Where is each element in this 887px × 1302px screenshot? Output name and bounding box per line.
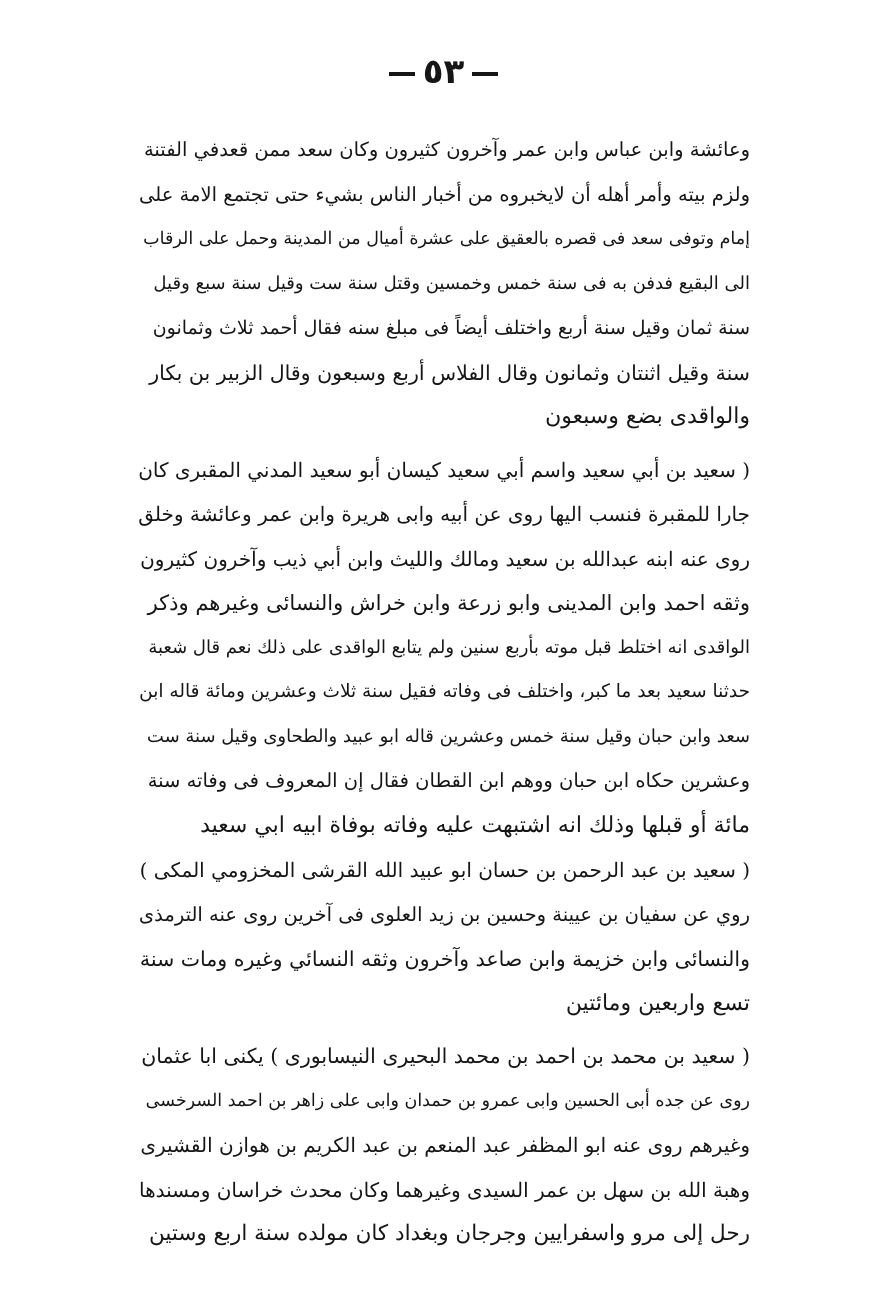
text-line: الواقدى انه اختلط قبل موته بأربع سنين ولم يتابع الواقدى على ذلك نعم قال شعبة — [148, 636, 750, 658]
text-line: وعشرين حكاه ابن حبان ووهم ابن القطان فقال إن المعروف فى وفاته سنة — [147, 769, 750, 792]
text-line: سنة وقيل اثنتان وثمانون وقال الفلاس أربع وسبعون وقال الزبير بن بكار — [149, 360, 750, 385]
text-line: ( سعيد بن عبد الرحمن بن حسان ابو عبيد الله القرشى المخزومي المكى ) — [139, 858, 750, 882]
text-line: حدثنا سعيد بعد ما كبر، واختلف فى وفاته فقيل سنة ثلاث وعشرين ومائة قاله ابن — [139, 681, 750, 702]
page-number-header — [0, 52, 887, 92]
paragraph — [138, 128, 750, 440]
page-number: ٥٣ — [422, 52, 465, 92]
text-line: روى عن جده أبى الحسين وابى عمرو بن حمدان وابى على زاهر بن احمد السرخسى — [145, 1090, 750, 1111]
text-line: مائة أو قبلها وذلك انه اشتبهت عليه وفاته بوفاة ابيه ابي سعيد — [200, 812, 750, 838]
text-line: وغيرهم روى عنه ابو المظفر عبد المنعم بن عبد الكريم بن هوازن القشيرى — [140, 1133, 750, 1157]
paragraph — [138, 848, 750, 1026]
text-line: روى عنه ابنه عبدالله بن سعيد ومالك والليث وابن أبي ذيب وآخرون كثيرون — [140, 546, 750, 571]
text-line: وعائشة وابن عباس وابن عمر وآخرون كثيرون وكان سعد ممن قعدفي الفتنة — [143, 138, 750, 161]
text-line: والواقدى بضع وسبعون — [545, 404, 750, 429]
body-text — [138, 128, 750, 1257]
text-line: الى البقيع فدفن به فى سنة خمس وخمسين وقتل سنة ست وقيل سنة سبع وقيل — [153, 272, 750, 294]
text-line: وثقه احمد وابن المدينى وابو زرعة وابن خراش والنسائى وغيرهم وذكر — [147, 591, 750, 615]
text-line: ( سعيد بن أبي سعيد واسم أبي سعيد كيسان أبو سعيد المدني المقبرى كان — [138, 457, 750, 482]
left-dash — [389, 72, 415, 76]
text-line: سنة ثمان وقيل سنة أربع واختلف أيضاً فى مبلغ سنه فقال أحمد ثلاث وثمانون — [152, 317, 750, 339]
text-line: ( سعيد بن محمد بن احمد بن محمد البحيرى النيسابورى ) يكنى ابا عثمان — [141, 1044, 750, 1068]
paragraph — [138, 448, 750, 849]
text-line: روي عن سفيان بن عيينة وحسين بن زيد العلوى فى آخرين روى عنه الترمذى — [138, 902, 750, 926]
paragraph-gap — [138, 1026, 750, 1034]
text-line: والنسائى وابن خزيمة وابن صاعد وآخرون وثقه النسائي وغيره ومات سنة — [139, 947, 750, 971]
text-line: رحل إلى مرو واسفرايين وجرجان وبغداد كان مولده سنة اربع وستين — [148, 1221, 750, 1246]
text-line: تسع واربعين ومائتين — [565, 990, 750, 1016]
text-line: ولزم بيته وأمر أهله أن لايخبروه من أخبار الناس بشيء حتى تجتمع الامة على — [139, 182, 750, 206]
right-dash — [472, 72, 498, 76]
text-line: وهبة الله بن سهل بن عمر السيدى وغيرهما وكان محدث خراسان ومسندها — [139, 1177, 750, 1202]
text-line: سعد وابن حبان وقيل سنة خمس وعشرين قاله ابو عبيد والطحاوى وقيل سنة ست — [146, 725, 750, 747]
text-line: إمام وتوفى سعد فى قصره بالعقيق على عشرة أميال من المدينة وحمل على الرقاب — [143, 229, 750, 249]
paragraph — [138, 1034, 750, 1257]
text-line: جارا للمقبرة فنسب اليها روى عن أبيه وابى هريرة وابن عمر وعائشة وخلق — [138, 502, 750, 526]
paragraph-gap — [138, 440, 750, 448]
